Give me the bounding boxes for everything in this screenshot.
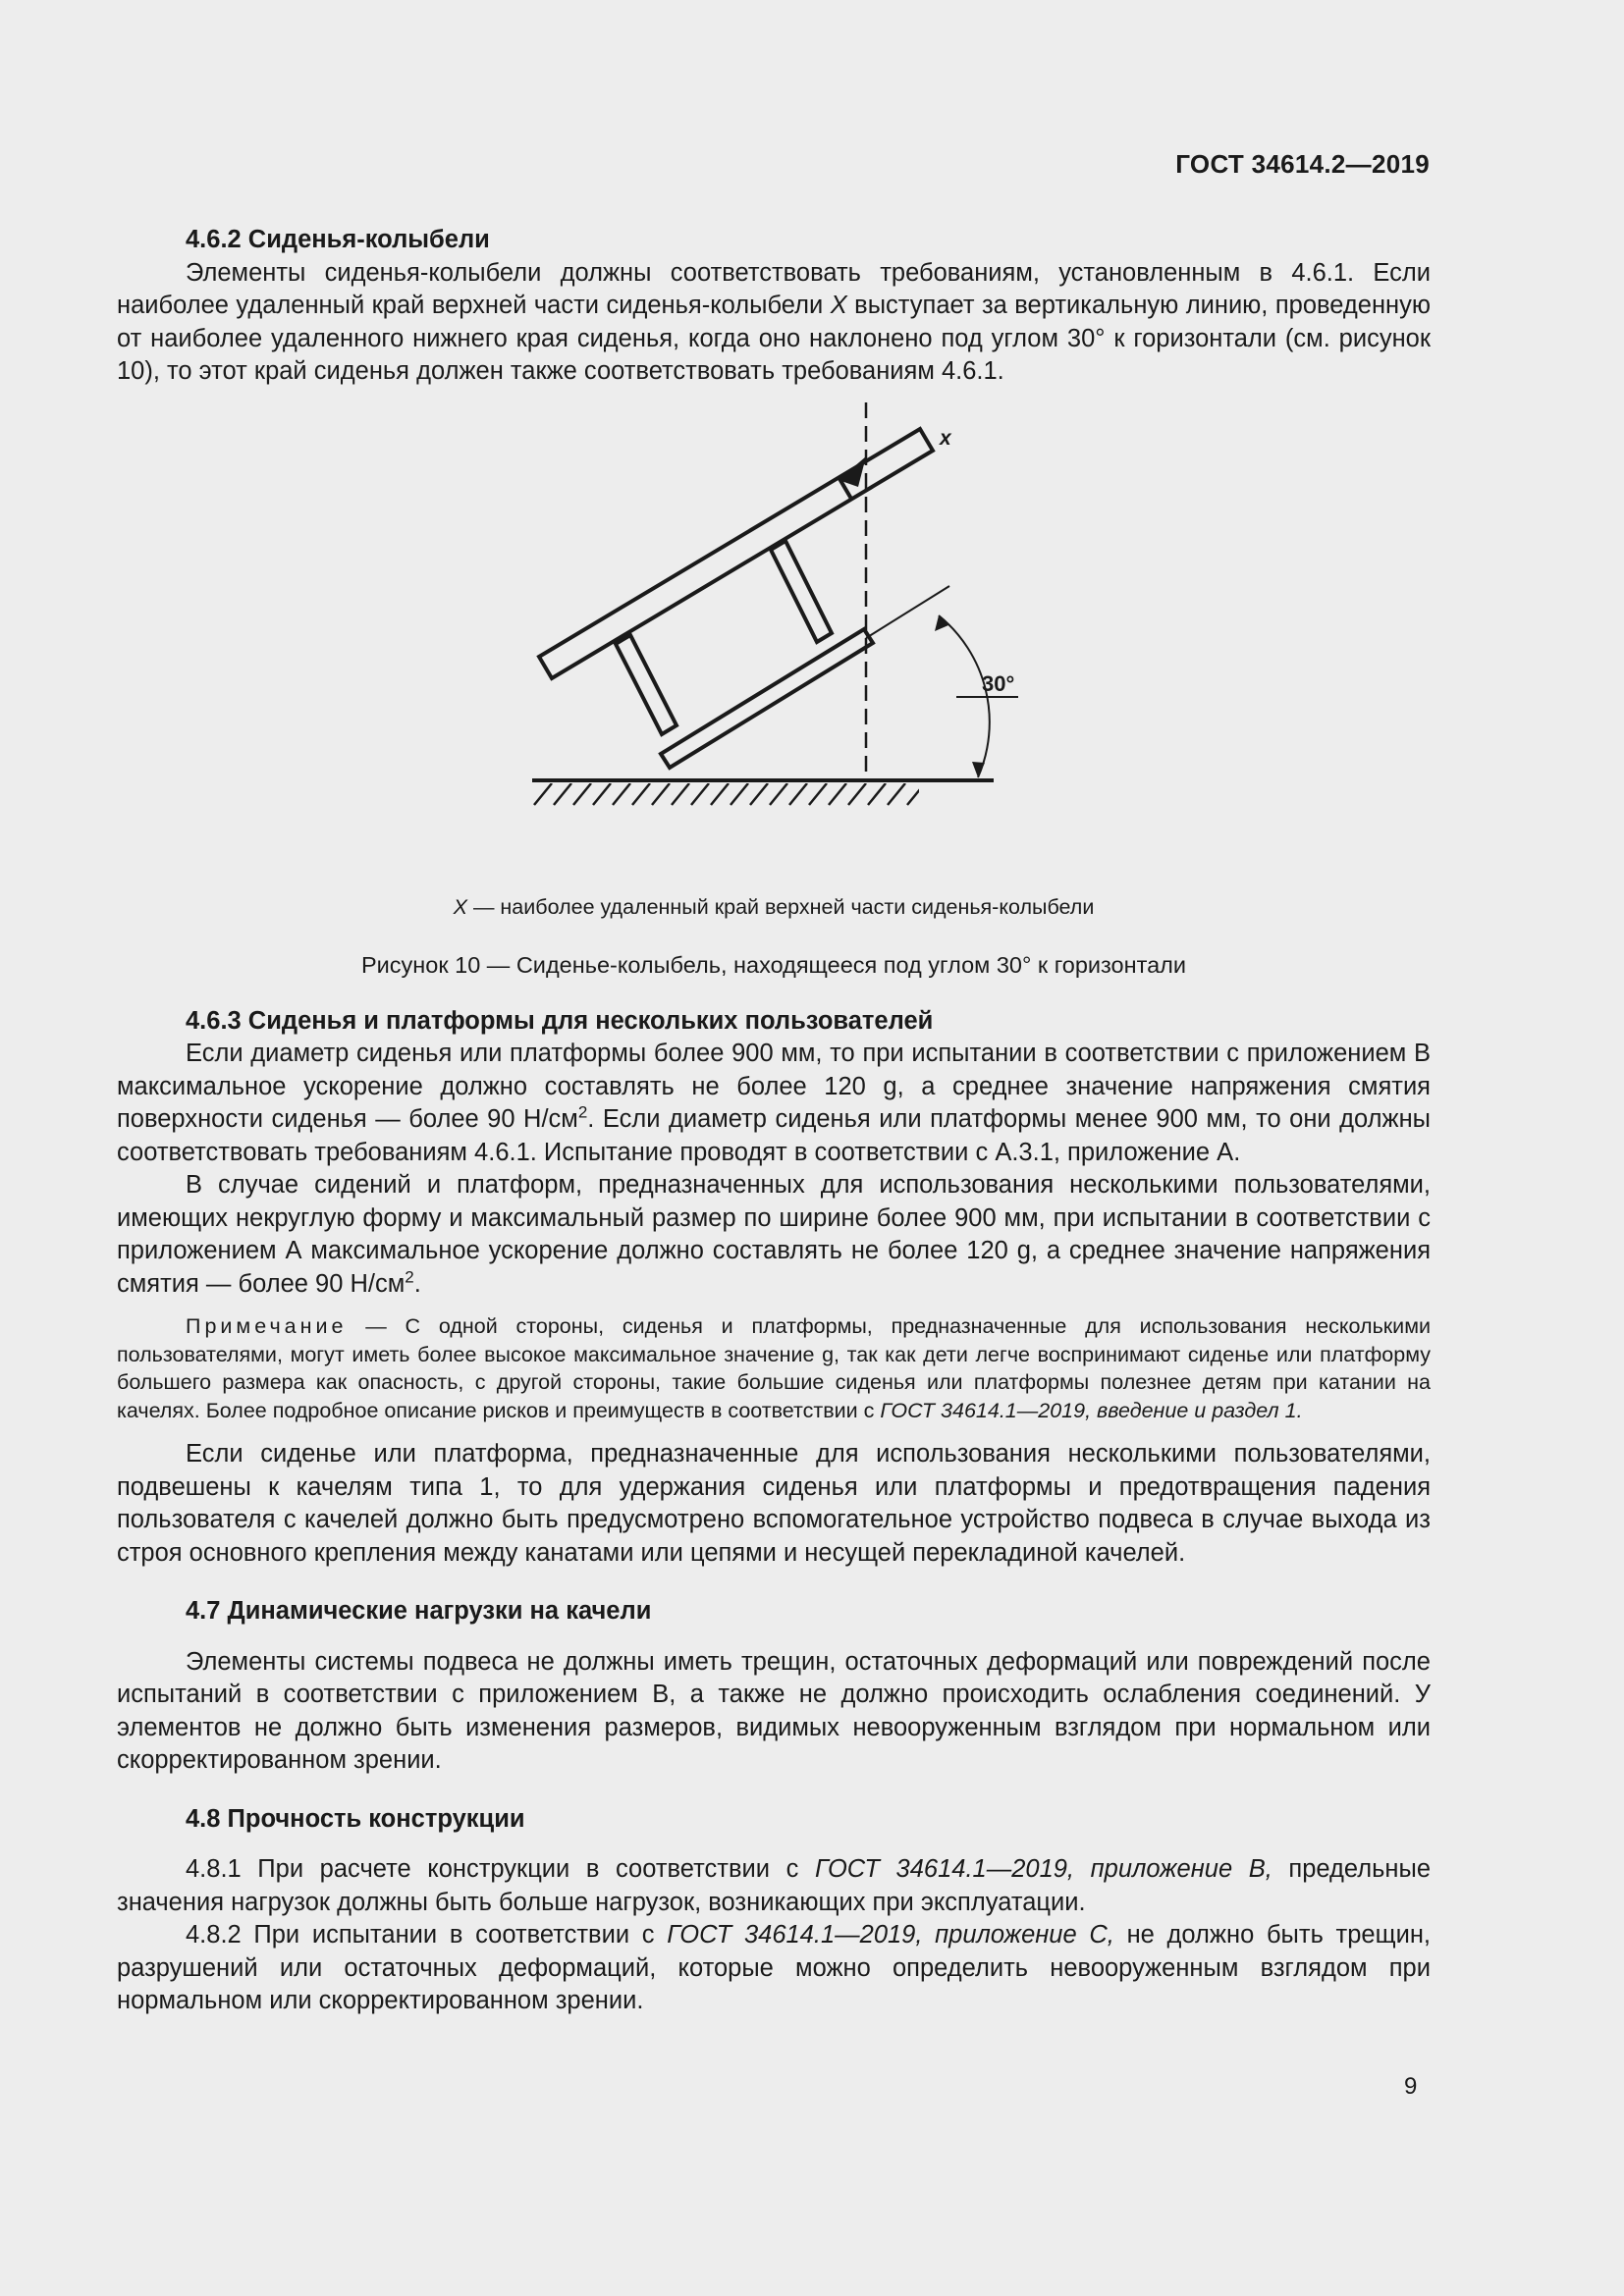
text-run: . — [413, 1269, 421, 1298]
document-code: ГОСТ 34614.2—2019 — [1175, 149, 1430, 179]
paragraph-4-6-3-2 — [117, 1169, 1431, 1301]
section-heading-4-6-2: 4.6.2 Сиденья-колыбели — [186, 226, 490, 253]
edge-x-label: x — [940, 426, 951, 450]
text-run: Если диаметр сиденья или платформы более 900 мм, то при испытании в соответствии с приложением В максимальное ускорение должно составлять не более 120 g, а среднее значение напряжения смятия поверхности сиденья — более 90 Н/см — [117, 1040, 1431, 1133]
note-label: Примечание — [186, 1314, 348, 1338]
text-run: 4.8.1 При расчете конструкции в соответствии с — [186, 1855, 815, 1883]
superscript: 2 — [405, 1267, 414, 1286]
text-run: не должно быть трещин, разрушений или остаточных деформаций, которые можно определить невооруженным взглядом при нормальном или скорректированном зрении. — [117, 1921, 1431, 2014]
paragraph-4-7: Элементы системы подвеса не должны иметь трещин, остаточных деформаций или повреждений после испытаний в соответствии с приложением В, а также не должно происходить ослабления соединений. У элементов не должно быть изменения размеров, видимых невооруженным взглядом при нормальном или скорректированном зрении. — [117, 1647, 1431, 1774]
note-paragraph — [117, 1312, 1431, 1424]
angle-line — [866, 586, 949, 638]
text-run: 4.8.2 При испытании в соответствии с — [186, 1921, 668, 1949]
note-reference: ГОСТ 34614.1—2019, введение и раздел 1. — [880, 1398, 1303, 1422]
superscript: 2 — [577, 1102, 588, 1122]
section-heading-4-7: 4.7 Динамические нагрузки на качели — [186, 1597, 652, 1625]
angle-label: 30° — [982, 670, 1015, 696]
left-strut — [616, 635, 677, 734]
arc-arrow-bottom — [972, 762, 985, 777]
standard-reference: ГОСТ 34614.1—2019, приложение В, — [814, 1855, 1272, 1883]
section-heading-4-8: 4.8 Прочность конструкции — [186, 1804, 525, 1833]
legend-symbol: X — [453, 894, 467, 919]
standard-reference: ГОСТ 34614.1—2019, приложение С, — [667, 1921, 1114, 1949]
paragraph-4-8-1 — [117, 1853, 1431, 1919]
lower-seat-plate — [661, 629, 873, 768]
text-run: предельные значения нагрузок должны быть больше нагрузок, возникающих при эксплуатации. — [117, 1855, 1432, 1916]
note-text: — С одной стороны, сиденья и платформы, предназначенные для использования несколькими пользователями, могут иметь более высокое максимальное значение g, так как дети легче воспринимают сиденье или платформу большего размера как опасность, с другой стороны, такие большие сиденья или платформы полезнее детям при катании на качелях. Более подробное описание рисков и преимуществ в соответствии с — [117, 1314, 1431, 1422]
legend-text: — наиболее удаленный край верхней части сиденья-колыбели — [466, 894, 1095, 919]
figure-caption: Рисунок 10 — Сиденье-колыбель, находящееся под углом 30° к горизонтали — [360, 951, 1186, 978]
page-number: 9 — [1404, 2073, 1418, 2100]
text-run: . Если диаметр сиденья или платформы менее 900 мм, то они должны соответствовать требованиям 4.6.1. Испытание проводят в соответствии с А.3.1, приложение А. — [117, 1105, 1431, 1166]
figure-legend — [117, 893, 1431, 921]
paragraph-4-6-3-3: Если сиденье или платформа, предназначенные для использования несколькими пользователями, подвешены к качелям типа 1, то для удержания сиденья или платформы и предотвращения падения пользователя с качелей должно быть предусмотрено вспомогательное устройство подвеса в случае выхода из строя основного крепления между канатами или цепями и несущей перекладиной качелей. — [117, 1440, 1431, 1567]
paragraph-4-6-2 — [117, 257, 1431, 389]
text-run: выступает за вертикальную линию, проведенную от наиболее удаленного нижнего края сиденья, когда оно наклонено под углом 30° к горизонтали (см. рисунок 10), то этот край сиденья должен также соответствовать требованиям 4.6.1. — [117, 292, 1431, 385]
paragraph-4-8-2 — [117, 1919, 1431, 2018]
symbol-x: X — [830, 292, 847, 319]
ground-hatching — [534, 783, 1003, 805]
section-heading-4-6-3: 4.6.3 Сиденья и платформы для нескольких пользователей — [186, 1006, 934, 1035]
cradle-seat-diagram — [117, 402, 1431, 893]
right-strut — [771, 541, 832, 642]
figure-10 — [117, 402, 1431, 893]
text-run: Элементы сиденья-колыбели должны соответствовать требованиям, установленным в 4.6.1. Если наиболее удаленный край верхней части сиденья-колыбели — [117, 258, 1431, 319]
paragraph-4-6-3-1 — [117, 1038, 1431, 1169]
text-run: В случае сидений и платформ, предназначенных для использования несколькими пользователями, имеющих некруглую форму и максимальный размер по ширине более 900 мм, при испытании в соответствии с приложением А максимальное ускорение должно составлять не более 120 g, а среднее значение напряжения смятия — более 90 Н/см — [117, 1171, 1431, 1298]
page-content — [117, 224, 1431, 2018]
